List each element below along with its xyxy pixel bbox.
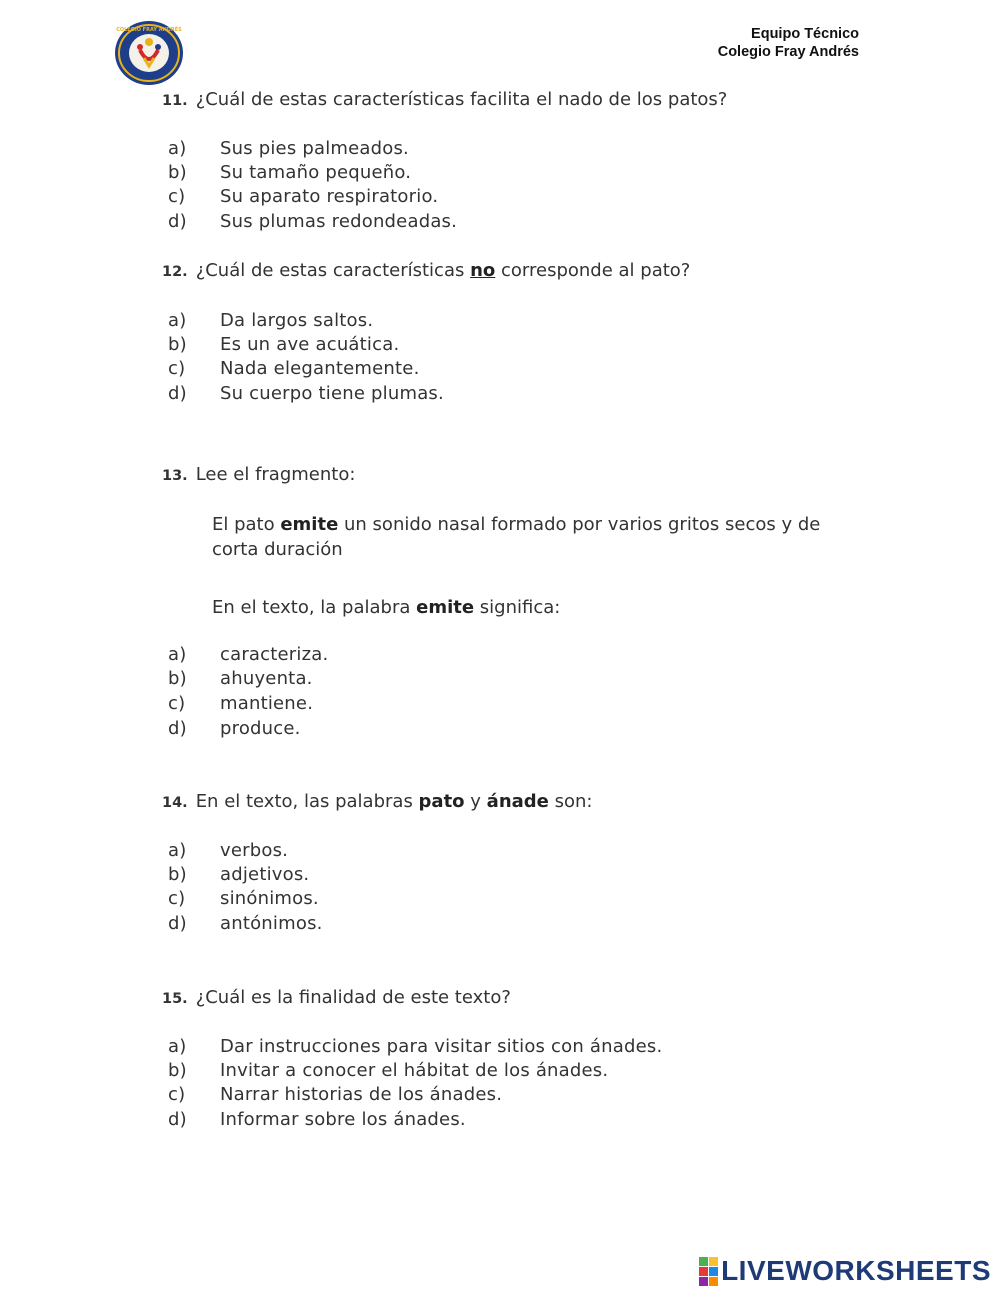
option-letter: d)	[168, 383, 187, 404]
option-11-c[interactable]	[168, 186, 438, 207]
option-letter: c)	[168, 358, 186, 379]
prompt-emphasis: emite	[416, 597, 475, 618]
option-13-b[interactable]	[168, 668, 313, 689]
option-text: Da largos saltos.	[220, 310, 374, 331]
option-12-d[interactable]	[168, 383, 444, 404]
option-11-a[interactable]	[168, 138, 409, 159]
option-text: Invitar a conocer el hábitat de los ánades.	[220, 1060, 609, 1081]
option-13-a[interactable]	[168, 644, 328, 665]
option-letter: d)	[168, 1109, 187, 1130]
question-emphasis-1: pato	[418, 791, 465, 812]
option-14-c[interactable]	[168, 888, 319, 909]
option-letter: b)	[168, 864, 187, 885]
option-letter: b)	[168, 668, 187, 689]
option-text: Dar instrucciones para visitar sitios con ánades.	[220, 1036, 663, 1057]
question-text: ¿Cuál de estas características	[195, 260, 471, 281]
option-text: adjetivos.	[220, 864, 310, 885]
option-text: Sus plumas redondeadas.	[220, 211, 458, 232]
prompt-text: En el texto, la palabra	[212, 597, 417, 618]
option-text: ahuyenta.	[220, 668, 313, 689]
option-letter: a)	[168, 310, 187, 331]
option-letter: c)	[168, 1084, 186, 1105]
fragment-text-end: un sonido nasal formado por varios gritos secos y de corta duración	[212, 514, 821, 560]
header	[718, 25, 859, 61]
option-14-a[interactable]	[168, 840, 288, 861]
question-14	[162, 791, 592, 812]
liveworksheets-logo[interactable]	[699, 1256, 991, 1286]
question-11	[162, 89, 727, 110]
text-fragment	[212, 512, 862, 562]
question-number: 14.	[162, 795, 188, 811]
question-text-end: corresponde al pato?	[495, 260, 691, 281]
option-letter: a)	[168, 138, 187, 159]
option-letter: d)	[168, 211, 187, 232]
option-text: sinónimos.	[220, 888, 319, 909]
option-11-d[interactable]	[168, 211, 457, 232]
option-letter: c)	[168, 693, 186, 714]
question-text-mid: y	[464, 791, 487, 812]
option-letter: c)	[168, 186, 186, 207]
question-text-end: son:	[548, 791, 593, 812]
question-number: 13.	[162, 468, 188, 484]
option-letter: a)	[168, 1036, 187, 1057]
option-text: Su aparato respiratorio.	[220, 186, 439, 207]
question-text: ¿Cuál de estas características facilita el nado de los patos?	[195, 89, 728, 110]
question-text: ¿Cuál es la finalidad de este texto?	[195, 987, 511, 1008]
option-text: Su tamaño pequeño.	[220, 162, 412, 183]
option-11-b[interactable]	[168, 162, 411, 183]
option-14-b[interactable]	[168, 864, 309, 885]
question-text: Lee el fragmento:	[195, 464, 356, 485]
option-letter: b)	[168, 162, 187, 183]
option-15-c[interactable]	[168, 1084, 502, 1105]
option-14-d[interactable]	[168, 913, 323, 934]
option-text: Es un ave acuática.	[220, 334, 400, 355]
option-letter: c)	[168, 888, 186, 909]
question-emphasis: no	[470, 260, 496, 281]
logo-text: COLEGIO FRAY ANDRÉS	[116, 27, 182, 33]
option-text: caracteriza.	[220, 644, 329, 665]
option-letter: b)	[168, 1060, 187, 1081]
fragment-text: El pato	[212, 514, 281, 535]
question-text: En el texto, las palabras	[195, 791, 419, 812]
header-line-1: Equipo Técnico	[751, 26, 859, 42]
option-text: produce.	[220, 718, 301, 739]
liveworksheets-icon	[699, 1257, 718, 1286]
option-letter: a)	[168, 644, 187, 665]
option-13-d[interactable]	[168, 718, 301, 739]
option-12-a[interactable]	[168, 310, 373, 331]
option-text: antónimos.	[220, 913, 323, 934]
option-text: mantiene.	[220, 693, 314, 714]
option-text: Sus pies palmeados.	[220, 138, 409, 159]
question-number: 11.	[162, 93, 188, 109]
option-12-c[interactable]	[168, 358, 420, 379]
fragment-emphasis: emite	[280, 514, 339, 535]
question-12	[162, 260, 690, 281]
option-letter: d)	[168, 913, 187, 934]
question-emphasis-2: ánade	[486, 791, 549, 812]
option-15-a[interactable]	[168, 1036, 662, 1057]
option-text: Su cuerpo tiene plumas.	[220, 383, 444, 404]
school-logo-icon	[114, 20, 184, 86]
option-13-c[interactable]	[168, 693, 313, 714]
option-letter: b)	[168, 334, 187, 355]
option-text: Narrar historias de los ánades.	[220, 1084, 503, 1105]
question-number: 12.	[162, 264, 188, 280]
option-text: verbos.	[220, 840, 289, 861]
question-13-prompt	[212, 595, 560, 620]
prompt-text-end: significa:	[474, 597, 561, 618]
option-15-b[interactable]	[168, 1060, 608, 1081]
question-15	[162, 987, 511, 1008]
option-text: Informar sobre los ánades.	[220, 1109, 466, 1130]
option-15-d[interactable]	[168, 1109, 466, 1130]
option-12-b[interactable]	[168, 334, 399, 355]
option-letter: d)	[168, 718, 187, 739]
option-letter: a)	[168, 840, 187, 861]
option-text: Nada elegantemente.	[220, 358, 420, 379]
question-13	[162, 464, 355, 485]
question-number: 15.	[162, 991, 188, 1007]
header-line-2: Colegio Fray Andrés	[717, 44, 859, 60]
liveworksheets-wordmark: LIVEWORKSHEETS	[721, 1255, 991, 1286]
